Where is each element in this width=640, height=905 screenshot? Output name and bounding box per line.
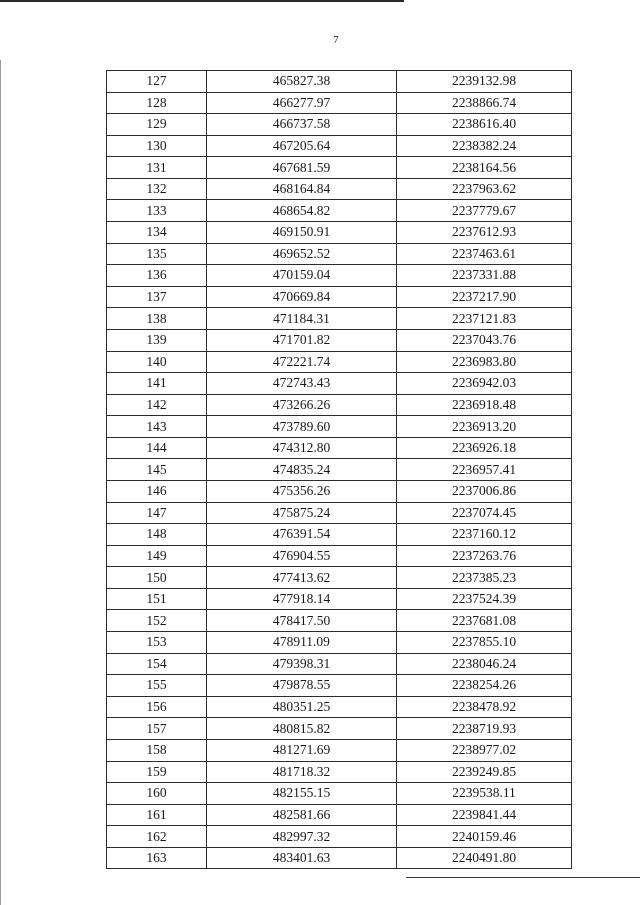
y-coordinate-cell: 2237963.62 bbox=[397, 178, 572, 200]
point-number-cell: 144 bbox=[107, 437, 207, 459]
table-row bbox=[107, 308, 572, 330]
table-row bbox=[107, 718, 572, 740]
point-number-cell: 156 bbox=[107, 696, 207, 718]
table-row bbox=[107, 610, 572, 632]
point-number-cell: 151 bbox=[107, 588, 207, 610]
y-coordinate-cell: 2237160.12 bbox=[397, 524, 572, 546]
x-coordinate-cell: 469652.52 bbox=[207, 243, 397, 265]
table-row bbox=[107, 394, 572, 416]
table-row bbox=[107, 135, 572, 157]
point-number-cell: 140 bbox=[107, 351, 207, 373]
point-number-cell: 155 bbox=[107, 675, 207, 697]
point-number-cell: 157 bbox=[107, 718, 207, 740]
x-coordinate-cell: 480351.25 bbox=[207, 696, 397, 718]
y-coordinate-cell: 2237855.10 bbox=[397, 632, 572, 654]
x-coordinate-cell: 477918.14 bbox=[207, 588, 397, 610]
y-coordinate-cell: 2237217.90 bbox=[397, 286, 572, 308]
x-coordinate-cell: 482997.32 bbox=[207, 826, 397, 848]
x-coordinate-cell: 466277.97 bbox=[207, 92, 397, 114]
x-coordinate-cell: 479398.31 bbox=[207, 653, 397, 675]
y-coordinate-cell: 2237524.39 bbox=[397, 588, 572, 610]
table-row bbox=[107, 588, 572, 610]
table-row bbox=[107, 739, 572, 761]
x-coordinate-cell: 468164.84 bbox=[207, 178, 397, 200]
point-number-cell: 128 bbox=[107, 92, 207, 114]
y-coordinate-cell: 2237779.67 bbox=[397, 200, 572, 222]
table-row bbox=[107, 502, 572, 524]
y-coordinate-cell: 2237043.76 bbox=[397, 329, 572, 351]
table-row bbox=[107, 847, 572, 869]
point-number-cell: 137 bbox=[107, 286, 207, 308]
table-row bbox=[107, 459, 572, 481]
y-coordinate-cell: 2240159.46 bbox=[397, 826, 572, 848]
x-coordinate-cell: 478417.50 bbox=[207, 610, 397, 632]
point-number-cell: 138 bbox=[107, 308, 207, 330]
x-coordinate-cell: 472221.74 bbox=[207, 351, 397, 373]
table-row bbox=[107, 653, 572, 675]
y-coordinate-cell: 2237463.61 bbox=[397, 243, 572, 265]
table-row bbox=[107, 545, 572, 567]
x-coordinate-cell: 470669.84 bbox=[207, 286, 397, 308]
x-coordinate-cell: 476904.55 bbox=[207, 545, 397, 567]
table-row bbox=[107, 804, 572, 826]
x-coordinate-cell: 478911.09 bbox=[207, 632, 397, 654]
x-coordinate-cell: 472743.43 bbox=[207, 373, 397, 395]
point-number-cell: 146 bbox=[107, 480, 207, 502]
x-coordinate-cell: 481271.69 bbox=[207, 739, 397, 761]
x-coordinate-cell: 482581.66 bbox=[207, 804, 397, 826]
x-coordinate-cell: 481718.32 bbox=[207, 761, 397, 783]
point-number-cell: 134 bbox=[107, 222, 207, 244]
point-number-cell: 159 bbox=[107, 761, 207, 783]
point-number-cell: 127 bbox=[107, 71, 207, 93]
table-row bbox=[107, 114, 572, 136]
point-number-cell: 147 bbox=[107, 502, 207, 524]
x-coordinate-cell: 469150.91 bbox=[207, 222, 397, 244]
point-number-cell: 163 bbox=[107, 847, 207, 869]
x-coordinate-cell: 480815.82 bbox=[207, 718, 397, 740]
point-number-cell: 162 bbox=[107, 826, 207, 848]
y-coordinate-cell: 2238164.56 bbox=[397, 157, 572, 179]
table-row bbox=[107, 243, 572, 265]
point-number-cell: 158 bbox=[107, 739, 207, 761]
x-coordinate-cell: 473789.60 bbox=[207, 416, 397, 438]
page-number: 7 bbox=[333, 34, 339, 46]
point-number-cell: 136 bbox=[107, 265, 207, 287]
y-coordinate-cell: 2236983.80 bbox=[397, 351, 572, 373]
point-number-cell: 150 bbox=[107, 567, 207, 589]
coordinate-table-body bbox=[107, 71, 572, 869]
y-coordinate-cell: 2238254.26 bbox=[397, 675, 572, 697]
table-row bbox=[107, 761, 572, 783]
point-number-cell: 132 bbox=[107, 178, 207, 200]
table-row bbox=[107, 157, 572, 179]
x-coordinate-cell: 466737.58 bbox=[207, 114, 397, 136]
table-row bbox=[107, 92, 572, 114]
point-number-cell: 139 bbox=[107, 329, 207, 351]
x-coordinate-cell: 483401.63 bbox=[207, 847, 397, 869]
table-row bbox=[107, 265, 572, 287]
point-number-cell: 135 bbox=[107, 243, 207, 265]
point-number-cell: 148 bbox=[107, 524, 207, 546]
point-number-cell: 130 bbox=[107, 135, 207, 157]
y-coordinate-cell: 2236918.48 bbox=[397, 394, 572, 416]
x-coordinate-cell: 471701.82 bbox=[207, 329, 397, 351]
table-row bbox=[107, 329, 572, 351]
table-row bbox=[107, 480, 572, 502]
y-coordinate-cell: 2237385.23 bbox=[397, 567, 572, 589]
x-coordinate-cell: 475356.26 bbox=[207, 480, 397, 502]
table-row bbox=[107, 71, 572, 93]
point-number-cell: 154 bbox=[107, 653, 207, 675]
table-row bbox=[107, 222, 572, 244]
y-coordinate-cell: 2237612.93 bbox=[397, 222, 572, 244]
y-coordinate-cell: 2238616.40 bbox=[397, 114, 572, 136]
table-row bbox=[107, 567, 572, 589]
point-number-cell: 160 bbox=[107, 783, 207, 805]
x-coordinate-cell: 482155.15 bbox=[207, 783, 397, 805]
x-coordinate-cell: 467205.64 bbox=[207, 135, 397, 157]
table-row bbox=[107, 200, 572, 222]
table-row bbox=[107, 437, 572, 459]
table-row bbox=[107, 826, 572, 848]
coordinate-table bbox=[106, 70, 572, 869]
table-row bbox=[107, 178, 572, 200]
scan-border-top bbox=[0, 0, 404, 2]
point-number-cell: 142 bbox=[107, 394, 207, 416]
point-number-cell: 143 bbox=[107, 416, 207, 438]
x-coordinate-cell: 475875.24 bbox=[207, 502, 397, 524]
x-coordinate-cell: 471184.31 bbox=[207, 308, 397, 330]
scan-border-bottom bbox=[406, 877, 640, 878]
scan-border-left bbox=[0, 60, 1, 905]
x-coordinate-cell: 474312.80 bbox=[207, 437, 397, 459]
y-coordinate-cell: 2239249.85 bbox=[397, 761, 572, 783]
table-row bbox=[107, 286, 572, 308]
y-coordinate-cell: 2238866.74 bbox=[397, 92, 572, 114]
y-coordinate-cell: 2236942.03 bbox=[397, 373, 572, 395]
x-coordinate-cell: 473266.26 bbox=[207, 394, 397, 416]
x-coordinate-cell: 467681.59 bbox=[207, 157, 397, 179]
y-coordinate-cell: 2236913.20 bbox=[397, 416, 572, 438]
y-coordinate-cell: 2238977.02 bbox=[397, 739, 572, 761]
point-number-cell: 145 bbox=[107, 459, 207, 481]
x-coordinate-cell: 477413.62 bbox=[207, 567, 397, 589]
table-row bbox=[107, 632, 572, 654]
table-row bbox=[107, 351, 572, 373]
point-number-cell: 152 bbox=[107, 610, 207, 632]
y-coordinate-cell: 2239132.98 bbox=[397, 71, 572, 93]
x-coordinate-cell: 476391.54 bbox=[207, 524, 397, 546]
point-number-cell: 129 bbox=[107, 114, 207, 136]
point-number-cell: 131 bbox=[107, 157, 207, 179]
x-coordinate-cell: 474835.24 bbox=[207, 459, 397, 481]
y-coordinate-cell: 2237331.88 bbox=[397, 265, 572, 287]
y-coordinate-cell: 2238382.24 bbox=[397, 135, 572, 157]
y-coordinate-cell: 2237121.83 bbox=[397, 308, 572, 330]
y-coordinate-cell: 2236926.18 bbox=[397, 437, 572, 459]
y-coordinate-cell: 2238719.93 bbox=[397, 718, 572, 740]
x-coordinate-cell: 468654.82 bbox=[207, 200, 397, 222]
y-coordinate-cell: 2238478.92 bbox=[397, 696, 572, 718]
x-coordinate-cell: 470159.04 bbox=[207, 265, 397, 287]
point-number-cell: 141 bbox=[107, 373, 207, 395]
point-number-cell: 161 bbox=[107, 804, 207, 826]
y-coordinate-cell: 2237681.08 bbox=[397, 610, 572, 632]
table-row bbox=[107, 524, 572, 546]
table-row bbox=[107, 373, 572, 395]
y-coordinate-cell: 2236957.41 bbox=[397, 459, 572, 481]
y-coordinate-cell: 2238046.24 bbox=[397, 653, 572, 675]
point-number-cell: 153 bbox=[107, 632, 207, 654]
table-row bbox=[107, 416, 572, 438]
y-coordinate-cell: 2237074.45 bbox=[397, 502, 572, 524]
y-coordinate-cell: 2239538.11 bbox=[397, 783, 572, 805]
x-coordinate-cell: 465827.38 bbox=[207, 71, 397, 93]
point-number-cell: 149 bbox=[107, 545, 207, 567]
y-coordinate-cell: 2239841.44 bbox=[397, 804, 572, 826]
y-coordinate-cell: 2237006.86 bbox=[397, 480, 572, 502]
table-row bbox=[107, 675, 572, 697]
y-coordinate-cell: 2240491.80 bbox=[397, 847, 572, 869]
x-coordinate-cell: 479878.55 bbox=[207, 675, 397, 697]
table-row bbox=[107, 696, 572, 718]
y-coordinate-cell: 2237263.76 bbox=[397, 545, 572, 567]
point-number-cell: 133 bbox=[107, 200, 207, 222]
table-row bbox=[107, 783, 572, 805]
